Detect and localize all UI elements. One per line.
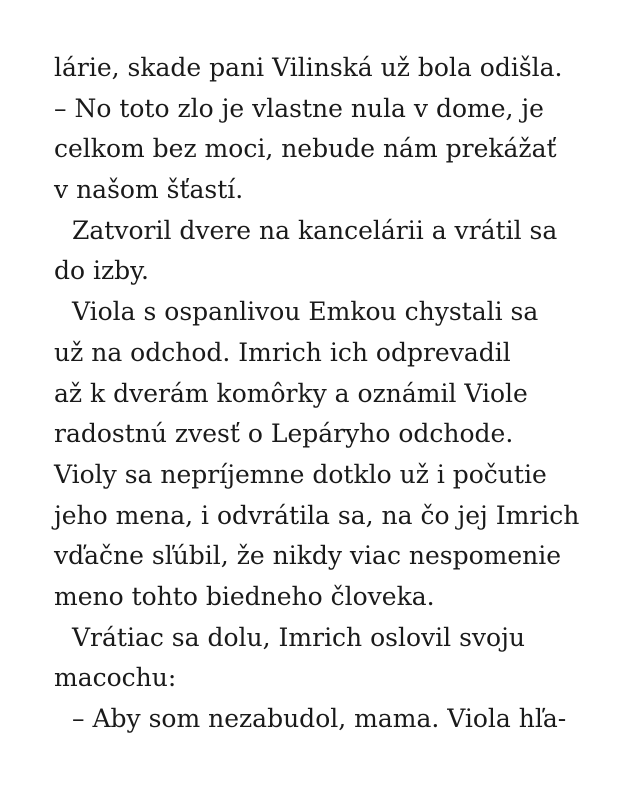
text-line: celkom bez moci, nebude nám prekážať: [54, 134, 557, 164]
text-line: v našom šťastí.: [54, 175, 244, 205]
text-line: meno tohto biedneho človeka.: [54, 581, 435, 611]
text-line: – No toto zlo je vlastne nula v dome, je: [54, 93, 544, 123]
text-line: Vrátiac sa dolu, Imrich oslovil svoju: [72, 622, 525, 652]
text-line: vďačne sľúbil, že nikdy viac nespomenie: [54, 541, 562, 571]
text-line: do izby.: [54, 256, 149, 286]
text-line: macochu:: [54, 663, 177, 693]
text-line: jeho mena, i odvrátila sa, na čo jej Imrich: [54, 500, 580, 530]
text-line: lárie, skade pani Vilinská už bola odišla.: [54, 53, 563, 82]
text-line: – Aby som nezabudol, mama. Viola hľa-: [72, 704, 567, 733]
text-line: radostnú zvesť o Lepáryho odchode.: [54, 419, 514, 449]
text-line: Violy sa nepríjemne dotklo už i počutie: [54, 459, 547, 489]
text-line: až k dverám komôrky a oznámil Viole: [54, 378, 528, 408]
text-line: Viola s ospanlivou Emkou chystali sa: [72, 297, 539, 327]
text-line: Zatvoril dvere na kancelárii a vrátil sa: [72, 215, 558, 245]
text-line: už na odchod. Imrich ich odprevadil: [54, 337, 511, 367]
book-page-text: [54, 48, 624, 740]
